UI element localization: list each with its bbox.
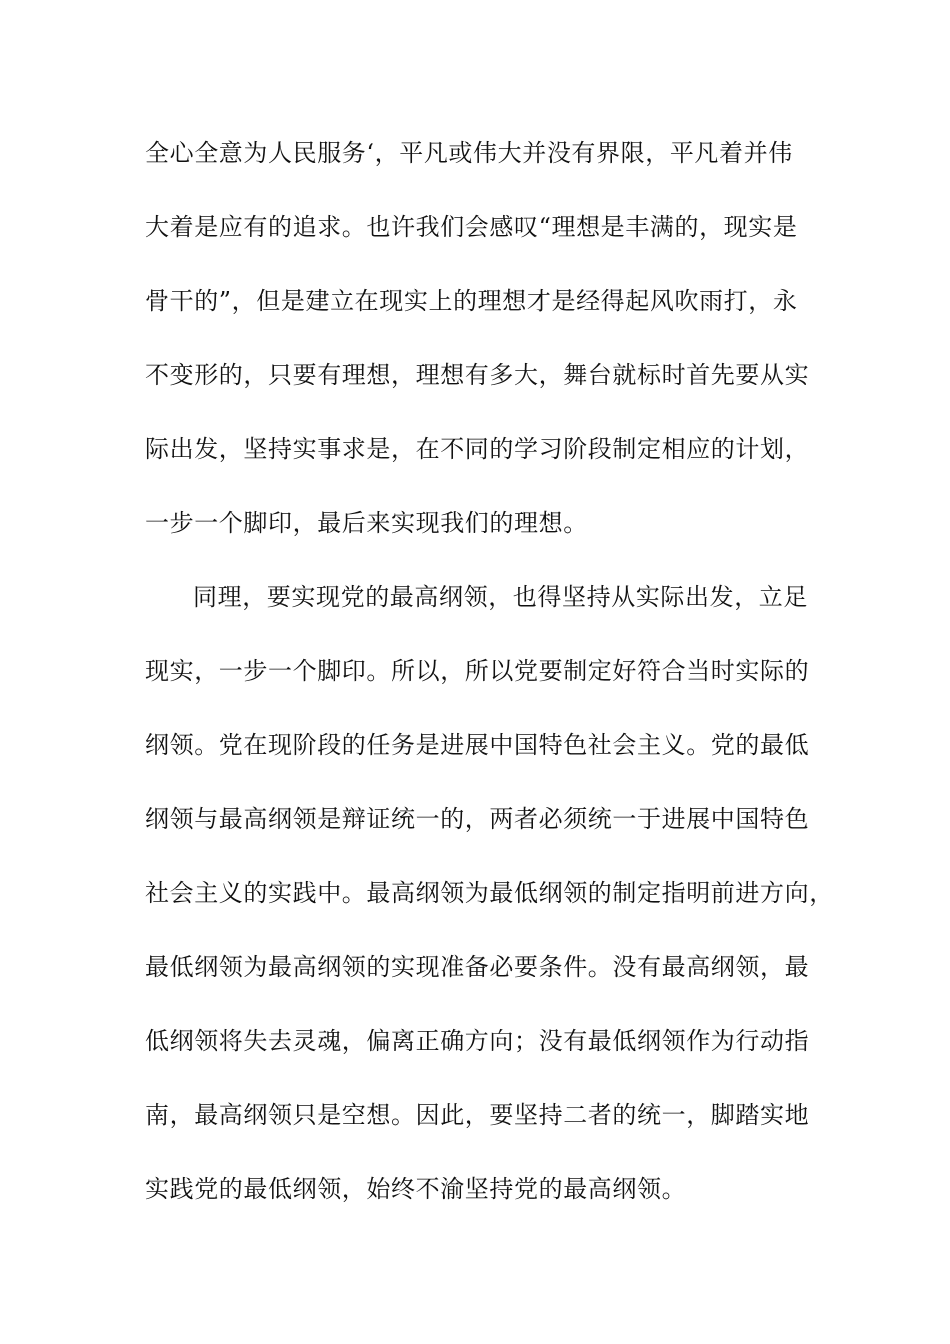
paragraph-start-line: 同理，要实现党的最高纲领，也得坚持从实际出发，立足 [193,583,808,611]
text-line: 实践党的最低纲领，始终不渝坚持党的最高纲领。 [145,1175,687,1203]
text-line: 不变形的，只要有理想，理想有多大，舞台就标时首先要从实 [145,361,810,389]
text-line: 最低纲领为最高纲领的实现准备必要条件。没有最高纲领，最 [145,953,810,981]
text-line: 低纲领将失去灵魂，偏离正确方向；没有最低纲领作为行动指 [145,1027,810,1055]
text-line: 大着是应有的追求。也许我们会感叹“理想是丰满的，现实是 [145,213,798,241]
text-line: 一步一个脚印，最后来实现我们的理想。 [145,509,588,537]
text-line: 社会主义的实践中。最高纲领为最低纲领的制定指明前进方向， [145,879,834,907]
text-line: 全心全意为人民服务‘，平凡或伟大并没有界限，平凡着并伟 [145,139,793,167]
text-line: 际出发，坚持实事求是，在不同的学习阶段制定相应的计划， [145,435,810,463]
text-line: 纲领与最高纲领是辩证统一的，两者必须统一于进展中国特色 [145,805,810,833]
text-line: 纲领。党在现阶段的任务是进展中国特色社会主义。党的最低 [145,731,810,759]
text-line: 南，最高纲领只是空想。因此，要坚持二者的统一，脚踏实地 [145,1101,810,1129]
text-line: 骨干的”，但是建立在现实上的理想才是经得起风吹雨打，永 [145,287,798,315]
text-line: 现实，一步一个脚印。所以，所以党要制定好符合当时实际的 [145,657,810,685]
